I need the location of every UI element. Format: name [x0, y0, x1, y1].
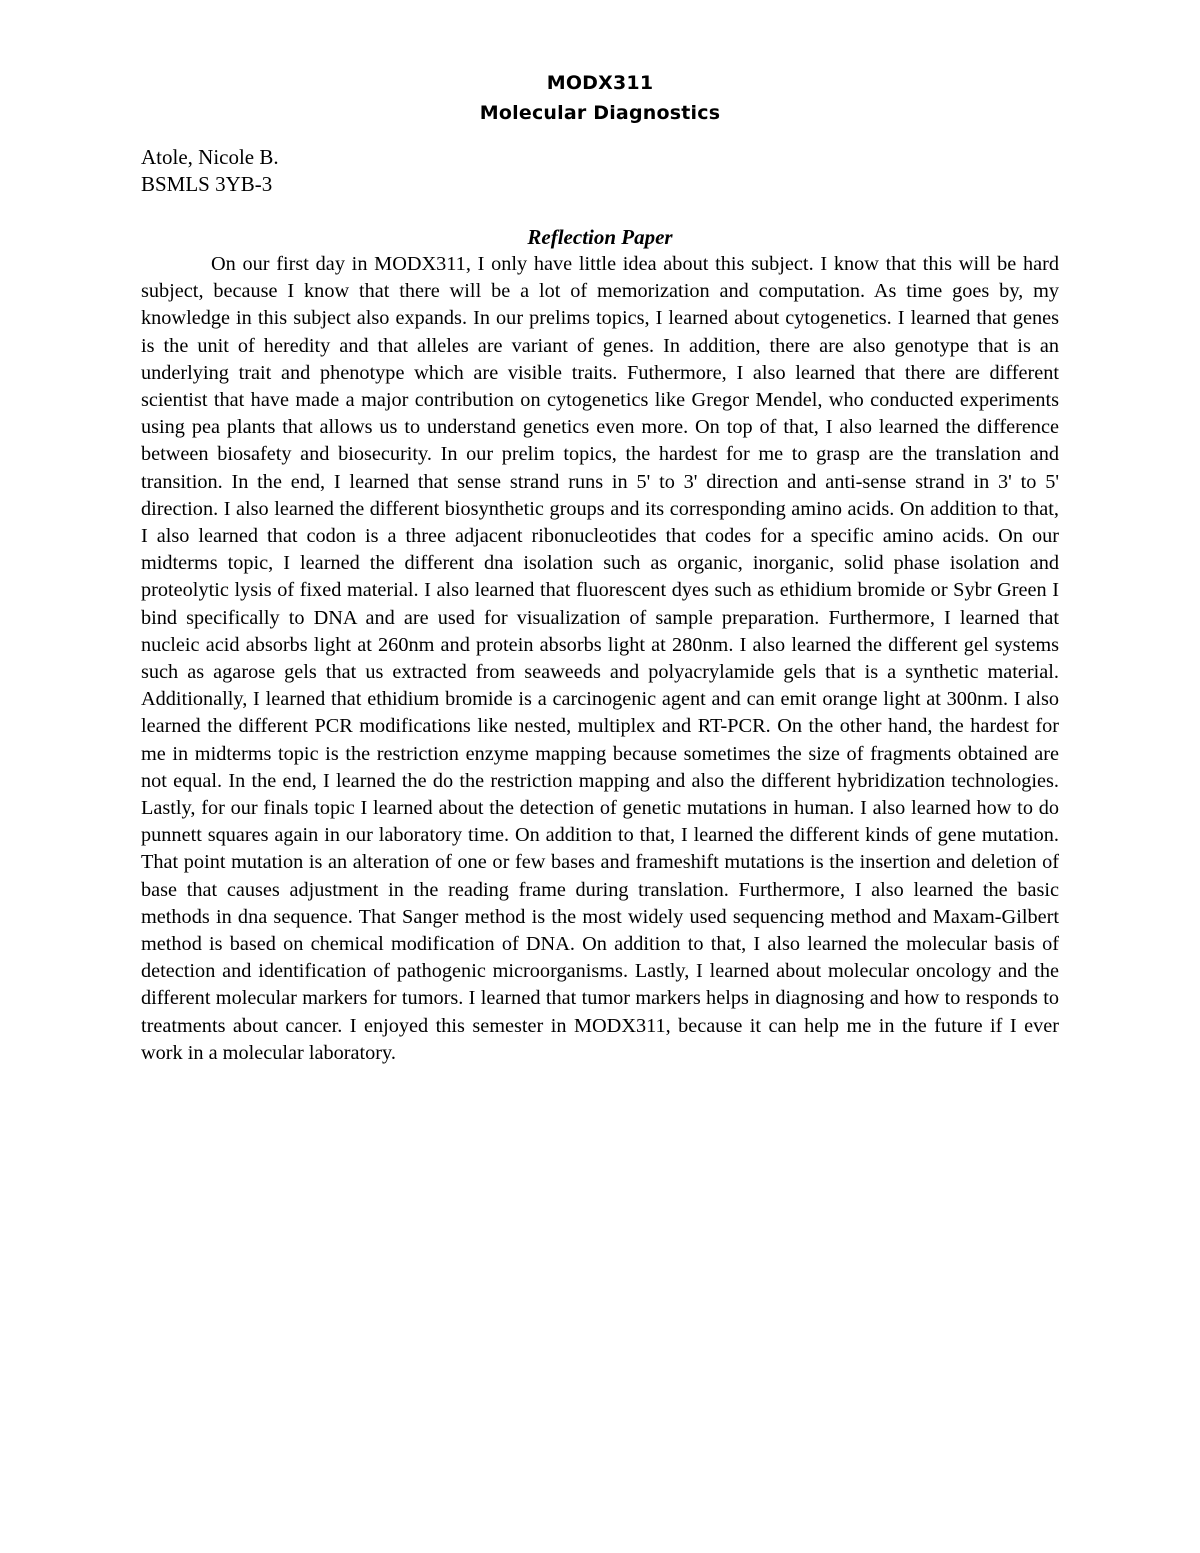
student-section: BSMLS 3YB-3: [141, 172, 273, 196]
student-name: Atole, Nicole B.: [141, 145, 279, 169]
course-code-heading: MODX311: [546, 72, 654, 94]
course-title-heading: Molecular Diagnostics: [479, 102, 721, 124]
paper-title: Reflection Paper: [527, 225, 673, 249]
reflection-body-paragraph: On our first day in MODX311, I only have little idea about this subject. I know that this will be hard subject, because I know that there will be a lot of memorization and computation. As time goes by, my knowledge in this subject also expands. In our prelims topics, I learned about cytogenetics. I learned that genes is the unit of heredity and that alleles are variant of genes. In addition, there are also genotype that is an underlying trait and phenotype which are visible traits. Futhermore, I also learned that there are different scientist that have made a major contribution on cytogenetics like Gregor Mendel, who conducted experiments using pea plants that allows us to understand genetics even more. On top of that, I also learned the difference between biosafety and biosecurity. In our prelim topics, the hardest for me to grasp are the translation and transition. In the end, I learned that sense strand runs in 5' to 3' direction and anti-sense strand in 3' to 5' direction. I also learned the different biosynthetic groups and its corresponding amino acids. On addition to that, I also learned that codon is a three adjacent ribonucleotides that codes for a specific amino acids. On our midterms topic, I learned the different dna isolation such as organic, inorganic, solid phase isolation and proteolytic lysis of fixed material. I also learned that fluorescent dyes such as ethidium bromide or Sybr Green I bind specifically to DNA and are used for visualization of sample preparation. Furthermore, I learned that nucleic acid absorbs light at 260nm and protein absorbs light at 280nm. I also learned the different gel systems such as agarose gels that us extracted from seaweeds and polyacrylamide gels that is a synthetic material. Additionally, I learned that ethidium bromide is a carcinogenic agent and can emit orange light at 300nm. I also learned the different PCR modifications like nested, multiplex and RT-PCR. On the other hand, the hardest for me in midterms topic is the restriction enzyme mapping because sometimes the size of fragments obtained are not equal. In the end, I learned the do the restriction mapping and also the different hybridization technologies. Lastly, for our finals topic I learned about the detection of genetic mutations in human. I also learned how to do punnett squares again in our laboratory time. On addition to that, I learned the different kinds of gene mutation. That point mutation is an alteration of one or few bases and frameshift mutations is the insertion and deletion of base that causes adjustment in the reading frame during translation. Furthermore, I also learned the basic methods in dna sequence. That Sanger method is the most widely used sequencing method and Maxam-Gilbert method is based on chemical modification of DNA. On addition to that, I also learned the molecular basis of detection and identification of pathogenic microorganisms. Lastly, I learned about molecular oncology and the different molecular markers for tumors. I learned that tumor markers helps in diagnosing and how to responds to treatments about cancer. I enjoyed this semester in MODX311, because it can help me in the future if I ever work in a molecular laboratory.: [141, 253, 1059, 1064]
